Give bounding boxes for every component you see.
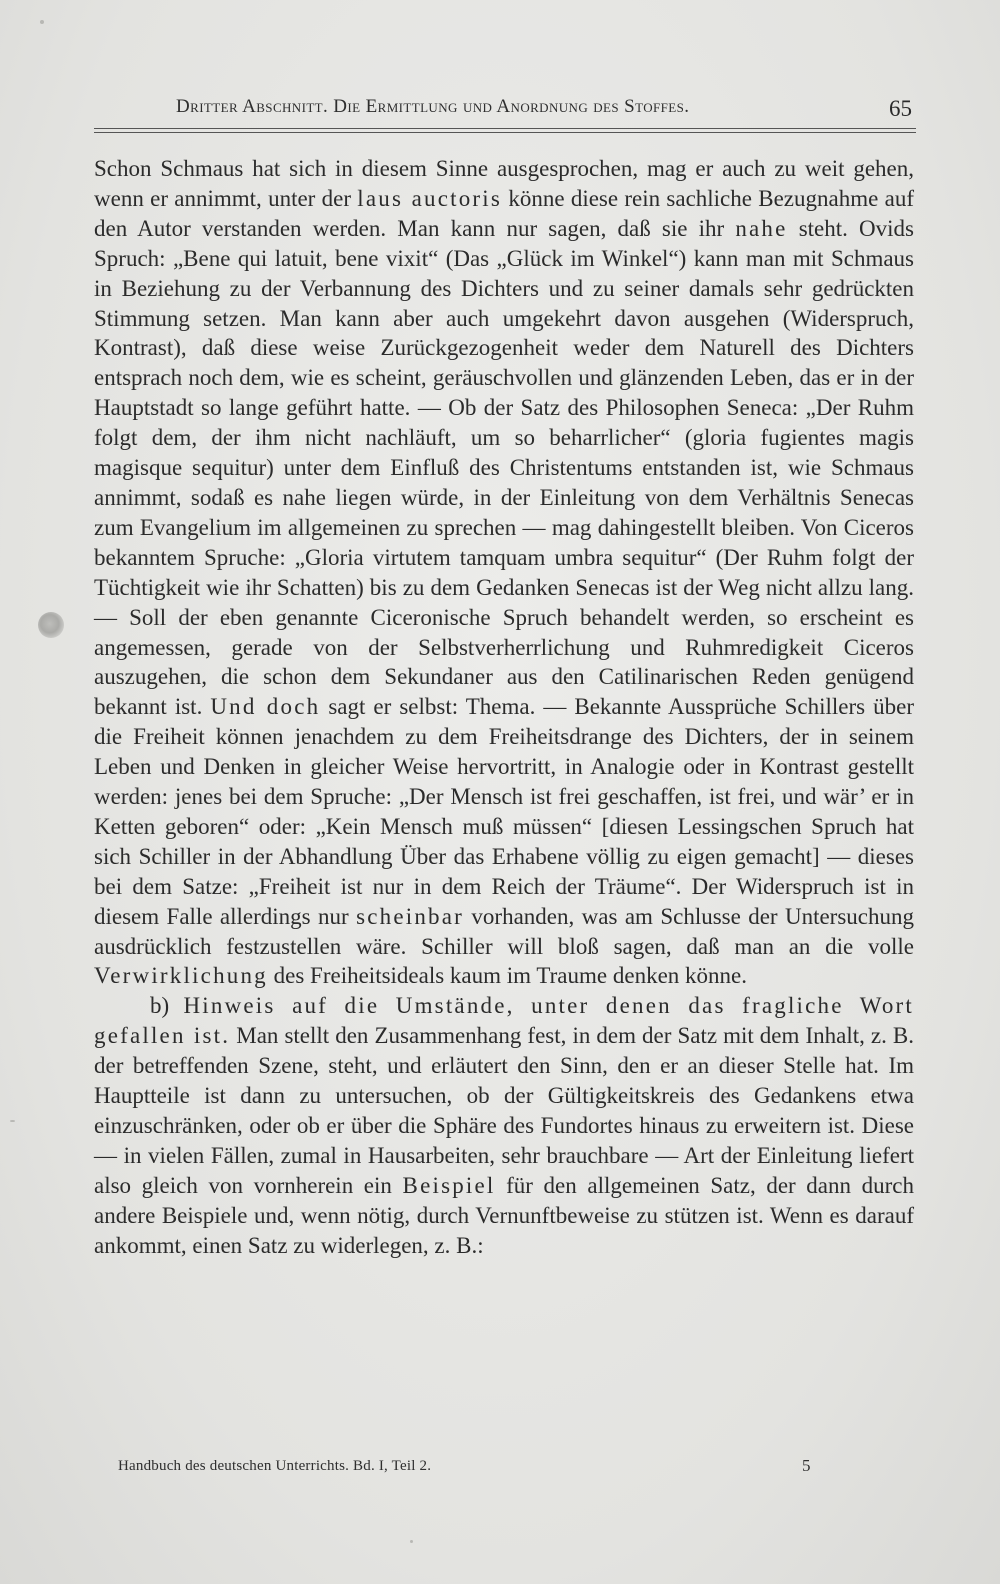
paragraph-1-text: vorhanden, was am Schlusse der Untersuchung ausdrücklich festzustellen wäre. Schiller will bloß sagen, daß man an die volle [94,903,915,959]
paragraph-1-text: steht. Ovids Spruch: „Bene qui latuit, bene vixit“ (Das „Glück im Winkel“) kann man mit Schmaus in Beziehung zu der Verbannung des Dichters und zu seiner damals sehr gedrückten Stimmung setzen. Man kann aber auch umgekehrt davon ausgehen (Widerspruch, Kontrast), daß diese weise Zurückgezogenheit weder dem Naturell des Dichters entsprach noch dem, wie es scheint, geräuschvollen und glänzenden Leben, das er in der Hauptstadt so lange geführt hatte. — Ob der Satz des Philosophen Seneca: „Der Ruhm folgt dem, der ihm nicht nachläuft, um so beharrlicher“ (gloria fugientes magis magisque sequitur) unter dem Einfluß des Christentums entstanden ist, wie Schmaus annimmt, sodaß es nahe liegen würde, in der Einleitung von dem Verhältnis Senecas zum Evangelium im allgemeinen zu sprechen — mag dahingestellt bleiben. Von Ciceros bekanntem Spruche: „Gloria virtutem tamquam umbra sequitur“ (Der Ruhm folgt der Tüchtigkeit wie ihr Schatten) bis zu dem Gedanken Senecas ist der Weg nicht allzu lang. — Soll der eben genannte Ciceronische Spruch behandelt werden, so erscheint es angemessen, gerade von der Selbstverherrlichung und Ruhmredigkeit Ciceros auszugehen, die schon dem Sekundaner aus den Catilinarischen Reden genügend bekannt ist. [94,215,914,720]
page-header [96,96,914,126]
paragraph-1-text: sagt er selbst: Thema. — Bekannte Aussprüche Schillers über die Freiheit können jenachdem zu dem Freiheitsdrange des Dichters, der in seinem Leben und Denken in gleicher Weise hervortritt, in Analogie oder in Kontrast gestellt werden: jenes bei dem Spruche: „Der Mensch ist frei geschaffen, ist frei, und wär’ er in Ketten geboren“ oder: „Kein Mensch muß müssen“ [diesen Lessingschen Spruch hat sich Schiller in der Abhandlung Über das Erhabene völlig zu eigen gemacht] — dieses bei dem Satze: „Freiheit ist nur in dem Reich der Träume“. Der Widerspruch ist in diesem Falle allerdings nur [94,694,915,929]
paragraph-1 [94,154,914,991]
paper-speck [40,20,44,24]
header-rule-top [94,128,916,129]
spaced-emphasis: scheinbar [356,903,465,929]
spaced-emphasis: laus auctoris [357,185,503,211]
paragraph-1-text: des Freiheitsideals kaum im Traume denken könne. [267,963,747,989]
header-rule-bottom [94,132,916,133]
paragraph-2-text: für den allgemeinen Satz, der dann durch andere Beispiele und, wenn nötig, durch Vernunftbeweise zu stützen ist. Wenn es darauf ankommt, einen Satz zu widerlegen, z. B.: [94,1172,914,1258]
running-head: Dritter Abschnitt. Die Ermittlung und Anordnung des Stoffes. [176,96,690,117]
spaced-heading: Hinweis auf die Umstände, unter denen das fragliche Wort gefallen ist. [94,993,914,1049]
paragraph-1-text: könne diese rein sachliche Bezugnahme auf den Autor verstanden werden. Man kann nur sagen, daß sie ihr [94,185,914,241]
footer-text: Handbuch des deutschen Unterrichts. Bd. I, Teil 2. [118,1458,432,1474]
spaced-emphasis: Und doch [210,694,321,720]
page-footer [118,1458,818,1482]
page-number: 65 [889,96,912,121]
body-text [94,154,914,1261]
spaced-emphasis: Beispiel [402,1172,496,1198]
paragraph-2-label: b) [150,993,184,1019]
library-stamp-mark [38,612,64,638]
paragraph-2-text: Man stellt den Zusammenhang fest, in dem der Satz mit dem Inhalt, z. B. der betreffenden Szene, steht, und erläutert den Sinn, den er an dieser Stelle hat. Im Hauptteile ist dann zu untersuchen, ob der Gültigkeitskreis des Gedankens etwa einzuschränken, oder ob er über die Sphäre des Fundortes hinaus zu erweitern ist. Diese — in vielen Fällen, zumal in Hausarbeiten, sehr brauchbare — Art der Einleitung liefert also gleich von vornherein ein [94,1023,914,1198]
spaced-emphasis: Verwirklichung [94,963,268,989]
signature-mark: 5 [802,1456,811,1475]
spaced-emphasis: nahe [735,215,788,241]
paragraph-1-text: Schon Schmaus hat sich in diesem Sinne ausgesprochen, mag er auch zu weit gehen, wenn er annimmt, unter der [94,156,914,211]
paragraph-2 [94,991,914,1260]
paper-speck [10,1120,15,1122]
paper-speck [410,1540,413,1543]
